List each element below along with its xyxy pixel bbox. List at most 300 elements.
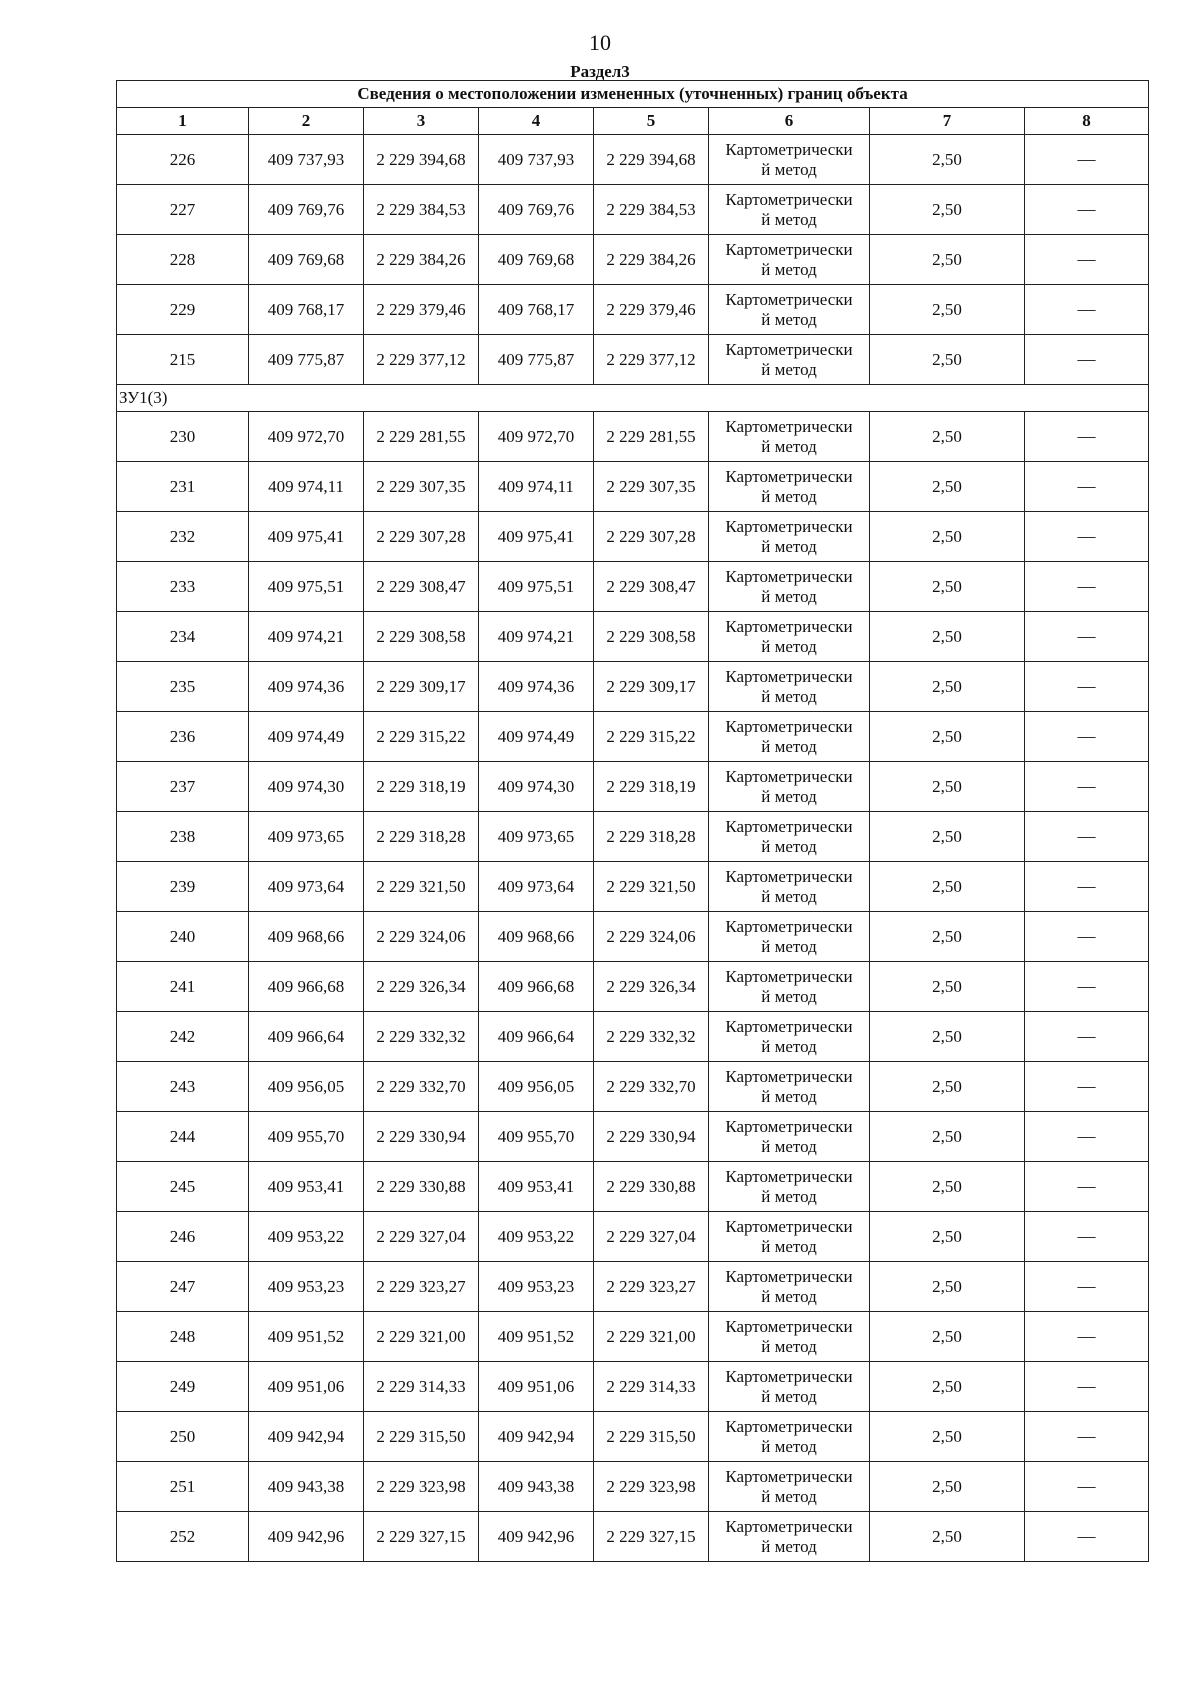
y-existing-cell: 2 229 326,34 (364, 962, 479, 1012)
y-refined-cell: 2 229 379,46 (594, 285, 709, 335)
x-existing-cell: 409 769,76 (249, 185, 364, 235)
table-row (117, 662, 1149, 712)
x-refined-cell: 409 769,68 (479, 235, 594, 285)
y-refined-cell: 2 229 307,35 (594, 462, 709, 512)
column-number: 3 (364, 108, 479, 135)
empty-dash-cell: — (1025, 562, 1149, 612)
method-cell (709, 762, 870, 812)
y-refined-cell: 2 229 324,06 (594, 912, 709, 962)
column-number-row (117, 108, 1149, 135)
table-row (117, 1162, 1149, 1212)
empty-dash-cell: — (1025, 662, 1149, 712)
precision-cell: 2,50 (870, 562, 1025, 612)
y-existing-cell: 2 229 394,68 (364, 135, 479, 185)
precision-cell: 2,50 (870, 235, 1025, 285)
precision-cell: 2,50 (870, 1062, 1025, 1112)
table-row (117, 285, 1149, 335)
method-cell (709, 862, 870, 912)
point-number-cell: 244 (117, 1112, 249, 1162)
x-existing-cell: 409 953,23 (249, 1262, 364, 1312)
x-refined-cell: 409 942,94 (479, 1412, 594, 1462)
point-number-cell: 245 (117, 1162, 249, 1212)
y-refined-cell: 2 229 384,53 (594, 185, 709, 235)
method-line: й метод (761, 536, 817, 556)
x-refined-cell: 409 943,38 (479, 1462, 594, 1512)
column-number: 7 (870, 108, 1025, 135)
x-existing-cell: 409 966,64 (249, 1012, 364, 1062)
table-row (117, 712, 1149, 762)
y-existing-cell: 2 229 321,50 (364, 862, 479, 912)
y-existing-cell: 2 229 330,94 (364, 1112, 479, 1162)
point-number-cell: 239 (117, 862, 249, 912)
y-existing-cell: 2 229 281,55 (364, 412, 479, 462)
y-existing-cell: 2 229 377,12 (364, 335, 479, 385)
point-number-cell: 236 (117, 712, 249, 762)
precision-cell: 2,50 (870, 285, 1025, 335)
x-existing-cell: 409 953,41 (249, 1162, 364, 1212)
method-cell (709, 1162, 870, 1212)
method-cell (709, 335, 870, 385)
precision-cell: 2,50 (870, 812, 1025, 862)
empty-dash-cell: — (1025, 1062, 1149, 1112)
point-number-cell: 248 (117, 1312, 249, 1362)
method-line: й метод (761, 436, 817, 456)
precision-cell: 2,50 (870, 335, 1025, 385)
method-line: й метод (761, 1436, 817, 1456)
group-label-section (117, 385, 1149, 412)
point-number-cell: 228 (117, 235, 249, 285)
table-row (117, 762, 1149, 812)
y-refined-cell: 2 229 318,28 (594, 812, 709, 862)
empty-dash-cell: — (1025, 1412, 1149, 1462)
x-existing-cell: 409 974,49 (249, 712, 364, 762)
y-refined-cell: 2 229 323,98 (594, 1462, 709, 1512)
table-row (117, 1062, 1149, 1112)
x-existing-cell: 409 955,70 (249, 1112, 364, 1162)
y-refined-cell: 2 229 377,12 (594, 335, 709, 385)
empty-dash-cell: — (1025, 185, 1149, 235)
section-title: Раздел3 (570, 62, 630, 81)
method-cell (709, 1312, 870, 1362)
method-line: й метод (761, 1136, 817, 1156)
x-existing-cell: 409 966,68 (249, 962, 364, 1012)
x-existing-cell: 409 974,36 (249, 662, 364, 712)
point-number-cell: 229 (117, 285, 249, 335)
y-refined-cell: 2 229 326,34 (594, 962, 709, 1012)
point-number-cell: 238 (117, 812, 249, 862)
precision-cell: 2,50 (870, 712, 1025, 762)
method-cell (709, 235, 870, 285)
column-number: 4 (479, 108, 594, 135)
y-refined-cell: 2 229 309,17 (594, 662, 709, 712)
x-existing-cell: 409 956,05 (249, 1062, 364, 1112)
y-refined-cell: 2 229 308,47 (594, 562, 709, 612)
y-existing-cell: 2 229 332,70 (364, 1062, 479, 1112)
precision-cell: 2,50 (870, 462, 1025, 512)
empty-dash-cell: — (1025, 1162, 1149, 1212)
method-line: Картометрически (725, 239, 853, 259)
x-existing-cell: 409 973,65 (249, 812, 364, 862)
method-line: Картометрически (725, 1416, 853, 1436)
method-line: Картометрически (725, 916, 853, 936)
x-existing-cell: 409 975,41 (249, 512, 364, 562)
precision-cell: 2,50 (870, 135, 1025, 185)
method-line: Картометрически (725, 416, 853, 436)
precision-cell: 2,50 (870, 662, 1025, 712)
table-row (117, 412, 1149, 462)
y-existing-cell: 2 229 321,00 (364, 1312, 479, 1362)
y-existing-cell: 2 229 315,50 (364, 1412, 479, 1462)
method-line: Картометрически (725, 189, 853, 209)
empty-dash-cell: — (1025, 285, 1149, 335)
y-existing-cell: 2 229 307,35 (364, 462, 479, 512)
method-line: й метод (761, 1036, 817, 1056)
y-existing-cell: 2 229 323,27 (364, 1262, 479, 1312)
y-refined-cell: 2 229 384,26 (594, 235, 709, 285)
x-existing-cell: 409 974,11 (249, 462, 364, 512)
empty-dash-cell: — (1025, 612, 1149, 662)
page-number: 10 (589, 30, 611, 55)
method-line: Картометрически (725, 1316, 853, 1336)
point-number-cell: 227 (117, 185, 249, 235)
x-refined-cell: 409 953,22 (479, 1212, 594, 1262)
method-line: Картометрически (725, 1166, 853, 1186)
y-refined-cell: 2 229 318,19 (594, 762, 709, 812)
table-row (117, 1412, 1149, 1462)
x-existing-cell: 409 768,17 (249, 285, 364, 335)
y-existing-cell: 2 229 327,15 (364, 1512, 479, 1562)
empty-dash-cell: — (1025, 1112, 1149, 1162)
y-existing-cell: 2 229 314,33 (364, 1362, 479, 1412)
precision-cell: 2,50 (870, 1312, 1025, 1362)
method-cell (709, 1062, 870, 1112)
empty-dash-cell: — (1025, 235, 1149, 285)
x-refined-cell: 409 974,11 (479, 462, 594, 512)
method-line: Картометрически (725, 966, 853, 986)
x-refined-cell: 409 973,65 (479, 812, 594, 862)
table-row (117, 1212, 1149, 1262)
y-refined-cell: 2 229 332,70 (594, 1062, 709, 1112)
point-number-cell: 251 (117, 1462, 249, 1512)
x-refined-cell: 409 951,06 (479, 1362, 594, 1412)
column-number: 5 (594, 108, 709, 135)
x-refined-cell: 409 968,66 (479, 912, 594, 962)
precision-cell: 2,50 (870, 912, 1025, 962)
table-row (117, 1012, 1149, 1062)
method-line: Картометрически (725, 139, 853, 159)
x-refined-cell: 409 974,49 (479, 712, 594, 762)
method-cell (709, 285, 870, 335)
x-refined-cell: 409 956,05 (479, 1062, 594, 1112)
table-row (117, 185, 1149, 235)
method-line: Картометрически (725, 666, 853, 686)
y-existing-cell: 2 229 384,26 (364, 235, 479, 285)
empty-dash-cell: — (1025, 462, 1149, 512)
method-cell (709, 1362, 870, 1412)
empty-dash-cell: — (1025, 512, 1149, 562)
method-line: Картометрически (725, 1016, 853, 1036)
column-number: 2 (249, 108, 364, 135)
x-existing-cell: 409 951,06 (249, 1362, 364, 1412)
method-cell (709, 912, 870, 962)
x-existing-cell: 409 973,64 (249, 862, 364, 912)
method-line: й метод (761, 686, 817, 706)
point-number-cell: 249 (117, 1362, 249, 1412)
method-line: Картометрически (725, 616, 853, 636)
x-refined-cell: 409 966,68 (479, 962, 594, 1012)
method-cell (709, 185, 870, 235)
point-number-cell: 247 (117, 1262, 249, 1312)
rows-after-group (117, 412, 1149, 1562)
x-refined-cell: 409 769,76 (479, 185, 594, 235)
x-existing-cell: 409 974,30 (249, 762, 364, 812)
method-cell (709, 962, 870, 1012)
method-cell (709, 662, 870, 712)
method-line: Картометрически (725, 1216, 853, 1236)
y-refined-cell: 2 229 332,32 (594, 1012, 709, 1062)
table-row (117, 462, 1149, 512)
method-cell (709, 1212, 870, 1262)
method-line: Картометрически (725, 1516, 853, 1536)
method-line: й метод (761, 1486, 817, 1506)
method-line: Картометрически (725, 1366, 853, 1386)
method-cell (709, 812, 870, 862)
y-refined-cell: 2 229 394,68 (594, 135, 709, 185)
point-number-cell: 230 (117, 412, 249, 462)
method-line: Картометрически (725, 816, 853, 836)
method-cell (709, 1112, 870, 1162)
empty-dash-cell: — (1025, 1512, 1149, 1562)
x-refined-cell: 409 974,36 (479, 662, 594, 712)
empty-dash-cell: — (1025, 1212, 1149, 1262)
method-line: Картометрически (725, 1266, 853, 1286)
table-row (117, 335, 1149, 385)
y-refined-cell: 2 229 307,28 (594, 512, 709, 562)
method-line: Картометрически (725, 866, 853, 886)
point-number-cell: 237 (117, 762, 249, 812)
x-existing-cell: 409 942,94 (249, 1412, 364, 1462)
point-number-cell: 241 (117, 962, 249, 1012)
table-row (117, 235, 1149, 285)
y-refined-cell: 2 229 315,22 (594, 712, 709, 762)
method-cell (709, 612, 870, 662)
x-existing-cell: 409 953,22 (249, 1212, 364, 1262)
method-line: й метод (761, 209, 817, 229)
table-row (117, 812, 1149, 862)
method-line: й метод (761, 1336, 817, 1356)
precision-cell: 2,50 (870, 1462, 1025, 1512)
method-cell (709, 1512, 870, 1562)
column-number: 8 (1025, 108, 1149, 135)
x-existing-cell: 409 951,52 (249, 1312, 364, 1362)
x-existing-cell: 409 968,66 (249, 912, 364, 962)
y-existing-cell: 2 229 327,04 (364, 1212, 479, 1262)
precision-cell: 2,50 (870, 185, 1025, 235)
method-line: Картометрически (725, 1066, 853, 1086)
empty-dash-cell: — (1025, 1262, 1149, 1312)
x-existing-cell: 409 942,96 (249, 1512, 364, 1562)
point-number-cell: 232 (117, 512, 249, 562)
method-line: й метод (761, 359, 817, 379)
precision-cell: 2,50 (870, 1212, 1025, 1262)
y-refined-cell: 2 229 330,88 (594, 1162, 709, 1212)
y-existing-cell: 2 229 315,22 (364, 712, 479, 762)
precision-cell: 2,50 (870, 1162, 1025, 1212)
y-refined-cell: 2 229 327,15 (594, 1512, 709, 1562)
method-cell (709, 712, 870, 762)
x-refined-cell: 409 974,30 (479, 762, 594, 812)
method-cell (709, 1412, 870, 1462)
method-line: й метод (761, 309, 817, 329)
table-row (117, 862, 1149, 912)
x-refined-cell: 409 974,21 (479, 612, 594, 662)
empty-dash-cell: — (1025, 1362, 1149, 1412)
x-refined-cell: 409 953,41 (479, 1162, 594, 1212)
x-existing-cell: 409 737,93 (249, 135, 364, 185)
method-cell (709, 1462, 870, 1512)
point-number-cell: 235 (117, 662, 249, 712)
table-row (117, 1362, 1149, 1412)
method-line: й метод (761, 786, 817, 806)
y-existing-cell: 2 229 330,88 (364, 1162, 479, 1212)
table-caption: Сведения о местоположении измененных (уточненных) границ объекта (117, 81, 1149, 108)
y-refined-cell: 2 229 323,27 (594, 1262, 709, 1312)
y-refined-cell: 2 229 330,94 (594, 1112, 709, 1162)
method-line: й метод (761, 586, 817, 606)
table-row (117, 1512, 1149, 1562)
group-label: ЗУ1(3) (117, 385, 1149, 412)
point-number-cell: 233 (117, 562, 249, 612)
column-number: 6 (709, 108, 870, 135)
x-refined-cell: 409 955,70 (479, 1112, 594, 1162)
x-refined-cell: 409 966,64 (479, 1012, 594, 1062)
y-existing-cell: 2 229 318,28 (364, 812, 479, 862)
empty-dash-cell: — (1025, 862, 1149, 912)
empty-dash-cell: — (1025, 412, 1149, 462)
empty-dash-cell: — (1025, 762, 1149, 812)
method-line: й метод (761, 1286, 817, 1306)
method-cell (709, 562, 870, 612)
precision-cell: 2,50 (870, 1262, 1025, 1312)
x-refined-cell: 409 953,23 (479, 1262, 594, 1312)
x-refined-cell: 409 951,52 (479, 1312, 594, 1362)
method-cell (709, 462, 870, 512)
method-line: й метод (761, 259, 817, 279)
y-existing-cell: 2 229 332,32 (364, 1012, 479, 1062)
y-refined-cell: 2 229 321,00 (594, 1312, 709, 1362)
method-line: й метод (761, 1386, 817, 1406)
y-refined-cell: 2 229 314,33 (594, 1362, 709, 1412)
precision-cell: 2,50 (870, 1512, 1025, 1562)
x-existing-cell: 409 975,51 (249, 562, 364, 612)
table-row (117, 1312, 1149, 1362)
table-row (117, 912, 1149, 962)
method-cell (709, 135, 870, 185)
y-refined-cell: 2 229 321,50 (594, 862, 709, 912)
x-existing-cell: 409 769,68 (249, 235, 364, 285)
method-line: й метод (761, 1536, 817, 1556)
x-refined-cell: 409 975,51 (479, 562, 594, 612)
empty-dash-cell: — (1025, 1012, 1149, 1062)
x-refined-cell: 409 737,93 (479, 135, 594, 185)
table-row (117, 562, 1149, 612)
point-number-cell: 242 (117, 1012, 249, 1062)
method-cell (709, 512, 870, 562)
table-row (117, 612, 1149, 662)
method-line: й метод (761, 159, 817, 179)
x-existing-cell: 409 974,21 (249, 612, 364, 662)
empty-dash-cell: — (1025, 962, 1149, 1012)
x-refined-cell: 409 975,41 (479, 512, 594, 562)
point-number-cell: 252 (117, 1512, 249, 1562)
point-number-cell: 250 (117, 1412, 249, 1462)
y-refined-cell: 2 229 315,50 (594, 1412, 709, 1462)
y-existing-cell: 2 229 379,46 (364, 285, 479, 335)
empty-dash-cell: — (1025, 335, 1149, 385)
method-line: Картометрически (725, 766, 853, 786)
y-refined-cell: 2 229 308,58 (594, 612, 709, 662)
x-refined-cell: 409 775,87 (479, 335, 594, 385)
x-refined-cell: 409 972,70 (479, 412, 594, 462)
method-line: Картометрически (725, 466, 853, 486)
method-line: й метод (761, 486, 817, 506)
y-existing-cell: 2 229 323,98 (364, 1462, 479, 1512)
precision-cell: 2,50 (870, 612, 1025, 662)
method-line: й метод (761, 836, 817, 856)
y-existing-cell: 2 229 318,19 (364, 762, 479, 812)
table-row (117, 1262, 1149, 1312)
method-line: й метод (761, 1236, 817, 1256)
method-line: Картометрически (725, 339, 853, 359)
point-number-cell: 215 (117, 335, 249, 385)
method-line: й метод (761, 736, 817, 756)
empty-dash-cell: — (1025, 712, 1149, 762)
method-cell (709, 412, 870, 462)
x-refined-cell: 409 768,17 (479, 285, 594, 335)
y-existing-cell: 2 229 307,28 (364, 512, 479, 562)
method-cell (709, 1012, 870, 1062)
x-refined-cell: 409 942,96 (479, 1512, 594, 1562)
x-existing-cell: 409 972,70 (249, 412, 364, 462)
y-existing-cell: 2 229 308,58 (364, 612, 479, 662)
method-line: Картометрически (725, 566, 853, 586)
point-number-cell: 243 (117, 1062, 249, 1112)
precision-cell: 2,50 (870, 412, 1025, 462)
precision-cell: 2,50 (870, 1412, 1025, 1462)
method-line: Картометрически (725, 516, 853, 536)
y-existing-cell: 2 229 308,47 (364, 562, 479, 612)
method-cell (709, 1262, 870, 1312)
x-existing-cell: 409 775,87 (249, 335, 364, 385)
point-number-cell: 234 (117, 612, 249, 662)
table-row (117, 962, 1149, 1012)
precision-cell: 2,50 (870, 762, 1025, 812)
point-number-cell: 226 (117, 135, 249, 185)
x-refined-cell: 409 973,64 (479, 862, 594, 912)
empty-dash-cell: — (1025, 1462, 1149, 1512)
method-line: Картометрически (725, 289, 853, 309)
method-line: й метод (761, 1086, 817, 1106)
precision-cell: 2,50 (870, 1362, 1025, 1412)
point-number-cell: 246 (117, 1212, 249, 1262)
method-line: Картометрически (725, 1466, 853, 1486)
table-row (117, 1462, 1149, 1512)
precision-cell: 2,50 (870, 862, 1025, 912)
point-number-cell: 231 (117, 462, 249, 512)
y-existing-cell: 2 229 324,06 (364, 912, 479, 962)
column-number: 1 (117, 108, 249, 135)
x-existing-cell: 409 943,38 (249, 1462, 364, 1512)
